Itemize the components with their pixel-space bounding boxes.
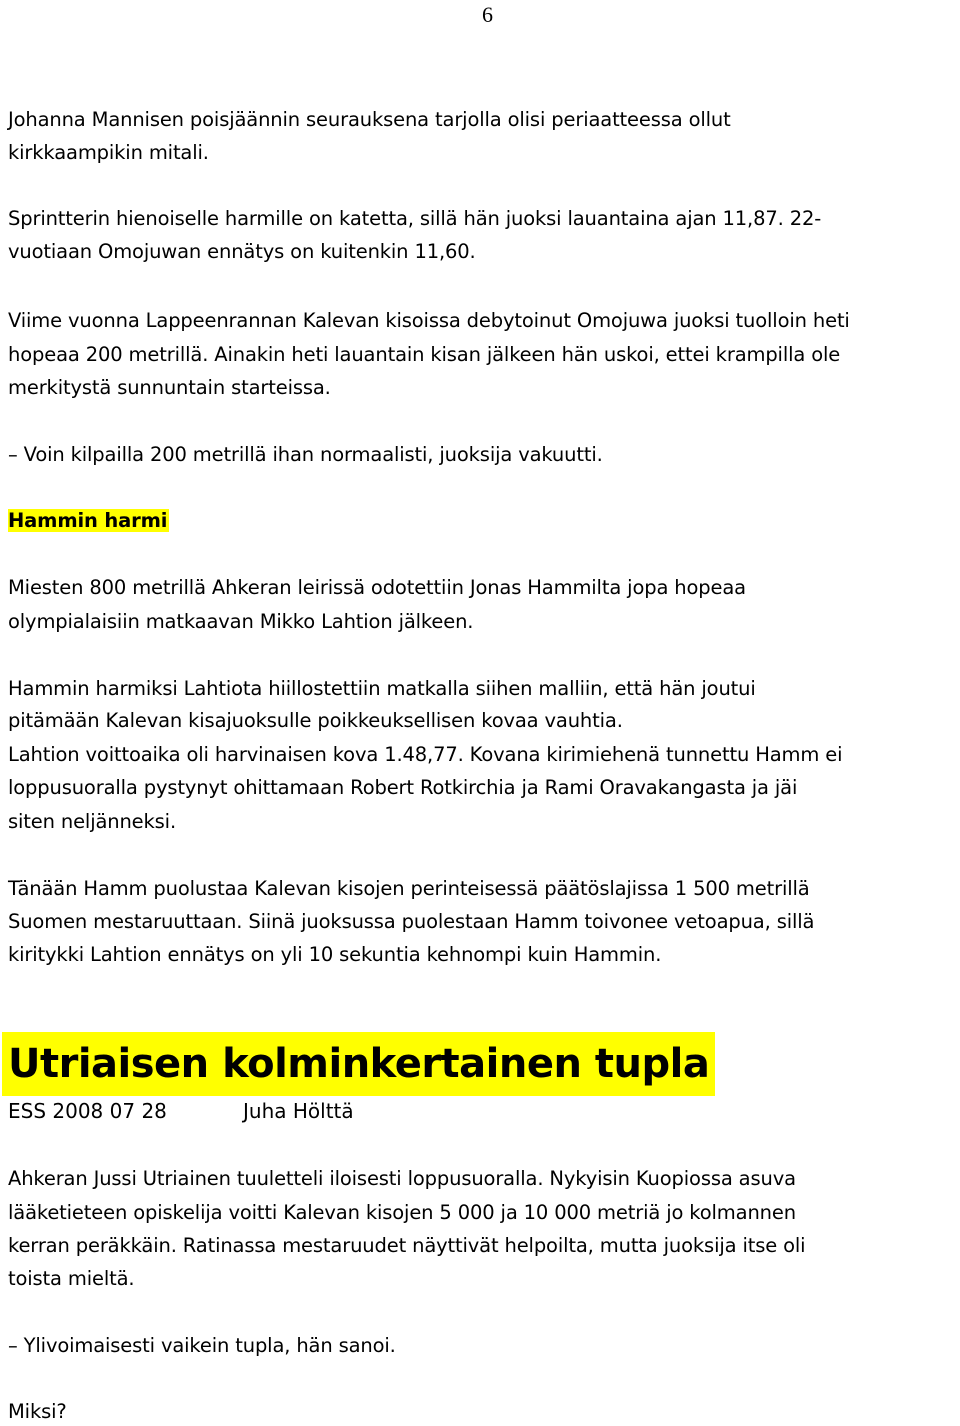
paragraph-line: Johanna Mannisen poisjäännin seurauksena tarjolla olisi periaatteessa ollut (8, 108, 731, 131)
paragraph-line: merkitystä sunnuntain starteissa. (8, 376, 331, 399)
subheading (8, 507, 169, 535)
paragraph-line: loppusuoralla pystynyt ohittamaan Robert Rotkirchia ja Rami Oravakangasta ja jäi (8, 776, 798, 799)
paragraph-line: lääketieteen opiskelija voitti Kalevan kisojen 5 000 ja 10 000 metriä jo kolmannen (8, 1201, 796, 1224)
subheading-text: Hammin harmi (8, 509, 168, 532)
paragraph-line: vuotiaan Omojuwan ennätys on kuitenkin 11,60. (8, 240, 476, 263)
paragraph-line: Viime vuonna Lappeenrannan Kalevan kisoissa debytoinut Omojuwa juoksi tuolloin heti (8, 309, 850, 332)
page-number: 6 (482, 2, 493, 27)
paragraph-line: Miesten 800 metrillä Ahkeran leirissä odotettiin Jonas Hammilta jopa hopeaa (8, 576, 746, 599)
paragraph-line: Hammin harmiksi Lahtiota hiillostettiin matkalla siihen malliin, että hän joutui (8, 677, 756, 700)
article-headline: Utriaisen kolminkertainen tupla (2, 1032, 715, 1096)
paragraph-line: kirkkaampikin mitali. (8, 141, 209, 164)
quote-line: – Voin kilpailla 200 metrillä ihan normaalisti, juoksija vakuutti. (8, 443, 603, 466)
quote-line: – Ylivoimaisesti vaikein tupla, hän sanoi. (8, 1334, 396, 1357)
paragraph-line: kiritykki Lahtion ennätys on yli 10 sekuntia kehnompi kuin Hammin. (8, 943, 662, 966)
paragraph-line: Miksi? (8, 1400, 67, 1423)
source-date: ESS 2008 07 28 (8, 1099, 167, 1123)
paragraph-line: Tänään Hamm puolustaa Kalevan kisojen perinteisessä päätöslajissa 1 500 metrillä (8, 877, 810, 900)
paragraph-line: hopeaa 200 metrillä. Ainakin heti lauantain kisan jälkeen hän uskoi, ettei krampilla ole (8, 343, 841, 366)
paragraph-line: Suomen mestaruuttaan. Siinä juoksussa puolestaan Hamm toivonee vetoapua, sillä (8, 910, 815, 933)
paragraph-line: toista mieltä. (8, 1267, 135, 1290)
paragraph-line: Lahtion voittoaika oli harvinaisen kova 1.48,77. Kovana kirimiehenä tunnettu Hamm ei (8, 743, 843, 766)
paragraph-line: Sprintterin hienoiselle harmille on katetta, sillä hän juoksi lauantaina ajan 11,87. 22- (8, 207, 822, 230)
paragraph-line: Ahkeran Jussi Utriainen tuuletteli iloisesti loppusuoralla. Nykyisin Kuopiossa asuva (8, 1167, 796, 1190)
author-name: Juha Hölttä (243, 1099, 354, 1123)
paragraph-line: siten neljänneksi. (8, 810, 177, 833)
paragraph-line: olympialaisiin matkaavan Mikko Lahtion jälkeen. (8, 610, 474, 633)
paragraph-line: pitämään Kalevan kisajuoksulle poikkeuksellisen kovaa vauhtia. (8, 709, 623, 732)
paragraph-line: kerran peräkkäin. Ratinassa mestaruudet näyttivät helpoilta, mutta juoksija itse oli (8, 1234, 806, 1257)
